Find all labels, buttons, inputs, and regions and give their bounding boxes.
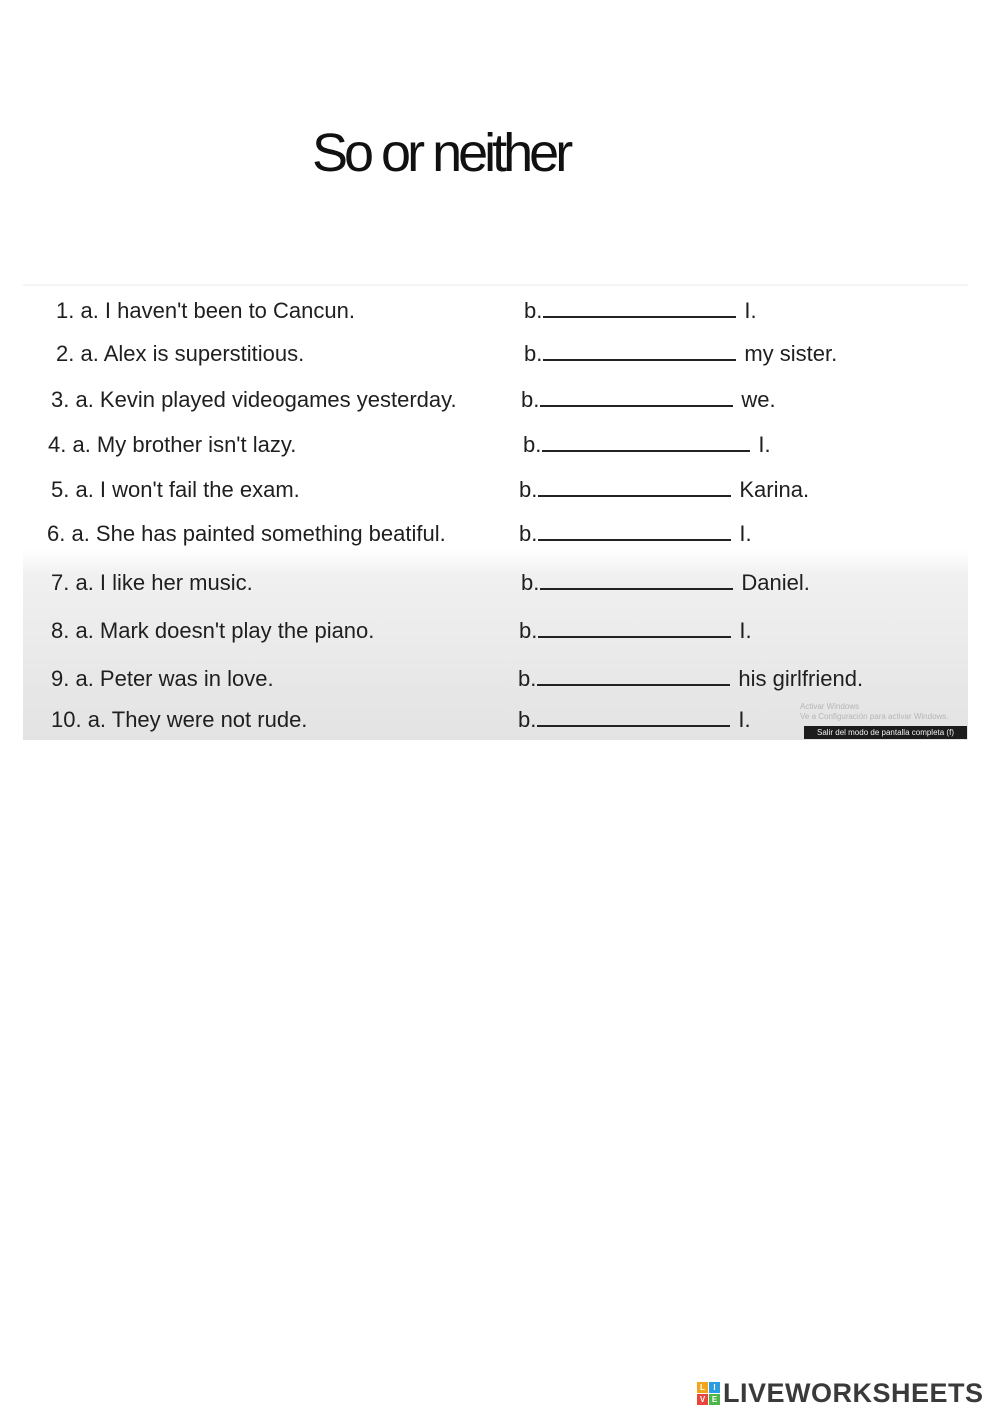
answer-group — [518, 703, 751, 737]
logo-letter: E — [709, 1394, 720, 1405]
answer-subject: I. — [744, 298, 757, 323]
exit-fullscreen-button[interactable]: Salir del modo de pantalla completa (f) — [804, 726, 967, 739]
question-text: 2. a. Alex is superstitious. — [56, 341, 305, 366]
answer-subject: my sister. — [744, 341, 838, 366]
answer-label: b. — [521, 570, 540, 595]
question-text: 7. a. I like her music. — [51, 570, 253, 595]
question-row — [0, 662, 1000, 696]
answer-label: b. — [523, 432, 542, 457]
answer-label: b. — [519, 521, 538, 546]
liveworksheets-logo[interactable] — [697, 1378, 984, 1408]
question-text: 3. a. Kevin played videogames yesterday. — [51, 387, 457, 412]
answer-group — [521, 383, 776, 417]
answer-label: b. — [518, 666, 537, 691]
answer-blank[interactable] — [540, 566, 733, 590]
answer-blank[interactable] — [543, 337, 736, 361]
question-row — [0, 337, 1000, 371]
answer-label: b. — [519, 477, 538, 502]
question-row — [0, 383, 1000, 417]
answer-group — [524, 337, 837, 371]
question-text: 8. a. Mark doesn't play the piano. — [51, 618, 375, 643]
answer-group — [519, 473, 809, 507]
question-row — [0, 517, 1000, 551]
answer-label: b. — [518, 707, 537, 732]
answer-label: b. — [524, 298, 543, 323]
answer-subject: Daniel. — [741, 570, 810, 595]
question-text: 10. a. They were not rude. — [51, 707, 308, 732]
logo-letter: I — [709, 1382, 720, 1393]
answer-group — [518, 662, 863, 696]
logo-letter: L — [697, 1382, 708, 1393]
answer-group — [524, 294, 757, 328]
answer-label: b. — [521, 387, 540, 412]
answer-blank[interactable] — [538, 614, 731, 638]
answer-subject: I. — [739, 521, 752, 546]
answer-subject: I. — [738, 707, 751, 732]
answer-subject: Karina. — [739, 477, 810, 502]
question-text: 6. a. She has painted something beatiful. — [47, 521, 446, 546]
answer-group — [519, 517, 752, 551]
question-text: 1. a. I haven't been to Cancun. — [56, 298, 355, 323]
watermark-line: Activar Windows — [800, 702, 860, 711]
answer-label: b. — [519, 618, 538, 643]
answer-group — [519, 614, 752, 648]
question-row — [0, 566, 1000, 600]
worksheet-title: So or neither — [312, 123, 570, 183]
answer-blank[interactable] — [538, 473, 731, 497]
question-text: 9. a. Peter was in love. — [51, 666, 274, 691]
answer-subject: I. — [758, 432, 771, 457]
answer-blank[interactable] — [543, 294, 736, 318]
logo-letter: V — [697, 1394, 708, 1405]
watermark-line: Ve a Configuración para activar Windows. — [800, 712, 949, 721]
answer-blank[interactable] — [538, 517, 731, 541]
answer-subject: I. — [739, 618, 752, 643]
answer-group — [523, 428, 771, 462]
question-text: 4. a. My brother isn't lazy. — [48, 432, 297, 457]
answer-blank[interactable] — [537, 662, 730, 686]
question-row — [0, 473, 1000, 507]
question-row — [0, 614, 1000, 648]
logo-icon — [697, 1382, 720, 1405]
answer-blank[interactable] — [540, 383, 733, 407]
answer-blank[interactable] — [537, 703, 730, 727]
question-row — [0, 428, 1000, 462]
question-row — [0, 294, 1000, 328]
logo-text: LIVEWORKSHEETS — [723, 1377, 984, 1408]
answer-group — [521, 566, 810, 600]
answer-subject: his girlfriend. — [738, 666, 864, 691]
answer-blank[interactable] — [542, 428, 750, 452]
answer-subject: we. — [741, 387, 776, 412]
windows-activation-watermark — [800, 702, 949, 722]
answer-label: b. — [524, 341, 543, 366]
question-text: 5. a. I won't fail the exam. — [51, 477, 300, 502]
panel-divider — [23, 284, 968, 286]
